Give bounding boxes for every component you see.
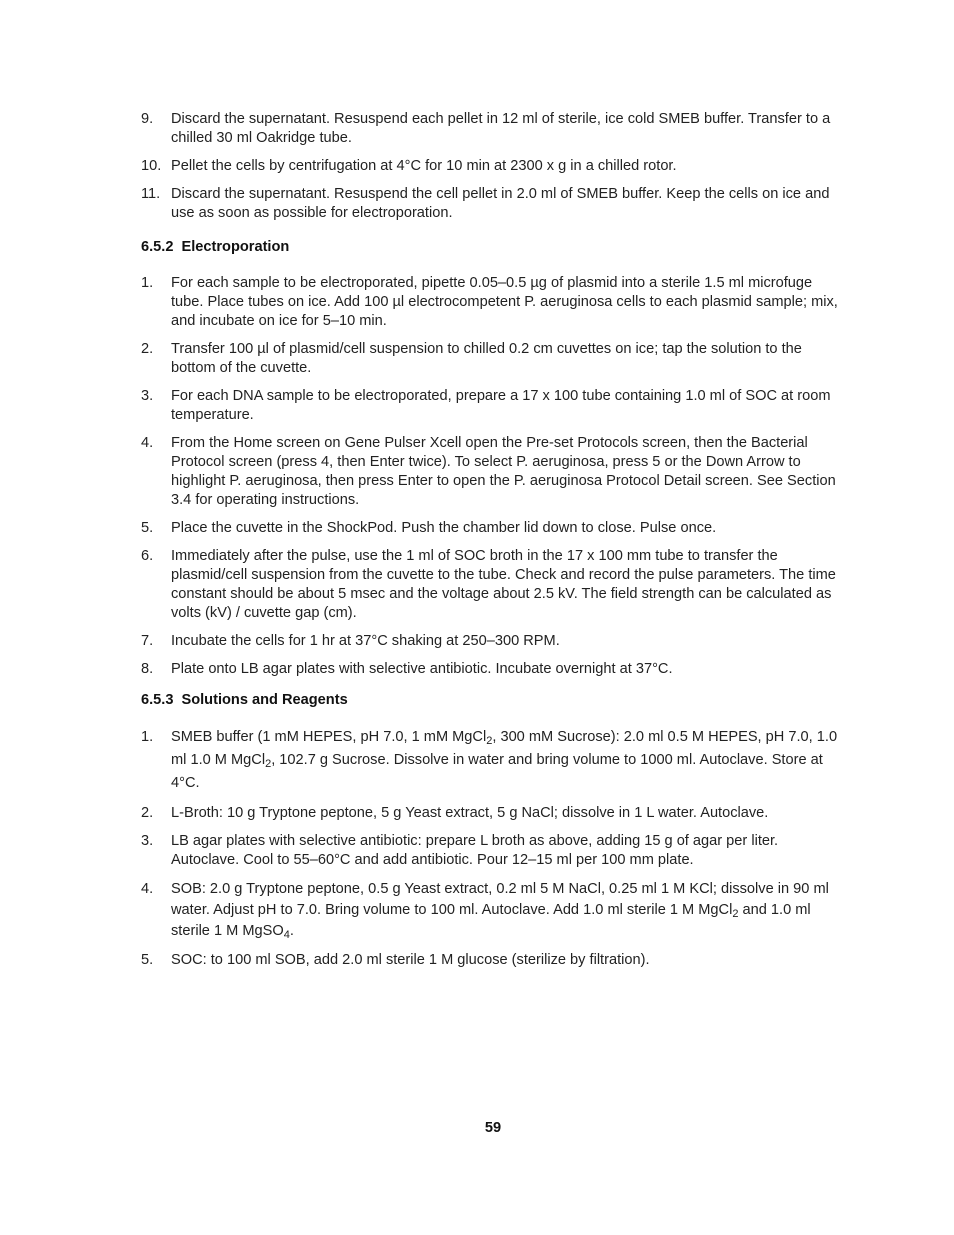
intro-steps [141, 110, 841, 232]
step-number: 11. [141, 186, 161, 202]
list-item [141, 519, 841, 538]
list-item [141, 832, 841, 870]
step-number: 4. [141, 435, 154, 451]
electroporation-section [141, 238, 841, 257]
list-item [141, 547, 841, 623]
electroporation-steps [141, 274, 841, 688]
list-item [141, 804, 841, 823]
list-item [141, 274, 841, 331]
step-text: SOC: to 100 ml SOB, add 2.0 ml sterile 1 M glucose (sterilize by filtration). [171, 952, 650, 968]
step-text: Place the cuvette in the ShockPod. Push the chamber lid down to close. Pulse once. [171, 520, 717, 536]
list-item [141, 660, 841, 679]
solutions-steps [141, 726, 841, 979]
list-item [141, 879, 841, 942]
step-text: Pellet the cells by centrifugation at 4°C for 10 min at 2300 x g in a chilled rotor. [171, 158, 677, 174]
solutions-section [141, 691, 841, 710]
step-number: 8. [141, 661, 154, 677]
section-heading [141, 691, 841, 710]
list-item [141, 434, 841, 510]
step-text: Incubate the cells for 1 hr at 37°C shaking at 250–300 RPM. [171, 633, 560, 649]
list-item [141, 726, 841, 795]
list-item [141, 185, 841, 223]
step-number: 4. [141, 881, 154, 897]
step-number: 9. [141, 111, 154, 127]
step-number: 5. [141, 520, 154, 536]
step-text: SMEB buffer (1 mM HEPES, pH 7.0, 1 mM MgCl$_2$, 300 mM Sucrose): 2.0 ml 0.5 M HEPES, pH 7.0, 1.0 ml 1.0 M MgCl$_2$, 102.7 g Sucrose. Dissolve in water and bring volume to 1000 ml. Autoclave. Store at 4°C. [171, 729, 838, 791]
list-item [141, 951, 841, 970]
step-text: For each sample to be electroporated, pipette 0.05–0.5 µg of plasmid into a sterile 1.5 ml microfuge tube. Place tubes on ice. Add 100 µl electrocompetent P. aeruginosa cells to each plasmid sample; mix, and incubate on ice for 5–10 min. [171, 275, 838, 329]
step-number: 1. [141, 729, 154, 745]
step-number: 7. [141, 633, 154, 649]
section-number: 6.5.3 [141, 692, 174, 708]
step-text: Transfer 100 µl of plasmid/cell suspension to chilled 0.2 cm cuvettes on ice; tap the solution to the bottom of the cuvette. [171, 341, 802, 376]
step-text: LB agar plates with selective antibiotic: prepare L broth as above, adding 15 g of agar per liter. Autoclave. Cool to 55–60°C and add antibiotic. Pour 12–15 ml per 100 mm plate. [171, 833, 779, 868]
list-item [141, 387, 841, 425]
step-number: 2. [141, 805, 154, 821]
list-item [141, 340, 841, 378]
list-item [141, 110, 841, 148]
list-item [141, 157, 841, 176]
step-number: 5. [141, 952, 154, 968]
step-text: SOB: 2.0 g Tryptone peptone, 0.5 g Yeast extract, 0.2 ml 5 M NaCl, 0.25 ml 1 M KCl; dissolve in 90 ml water. Adjust pH to 7.0. Bring volume to 100 ml. Autoclave. Add 1.0 ml sterile 1 M MgCl$_2$ and 1.0 ml sterile 1 M MgSO$_4$. [171, 881, 829, 941]
step-text: Discard the supernatant. Resuspend each pellet in 12 ml of sterile, ice cold SMEB buffer. Transfer to a chilled 30 ml Oakridge tube. [171, 111, 831, 146]
section-heading [141, 238, 841, 257]
step-number: 1. [141, 275, 154, 291]
step-text: Immediately after the pulse, use the 1 ml of SOC broth in the 17 x 100 mm tube to transfer the plasmid/cell suspension from the cuvette to the tube. Check and record the pulse parameters. The time constant should be about 5 msec and the voltage about 2.5 kV. The field strength can be calculated as volts (kV) / cuvette gap (cm). [171, 548, 836, 621]
step-text: For each DNA sample to be electroporated, prepare a 17 x 100 tube containing 1.0 ml of SOC at room temperature. [171, 388, 831, 423]
step-text: L-Broth: 10 g Tryptone peptone, 5 g Yeast extract, 5 g NaCl; dissolve in 1 L water. Autoclave. [171, 805, 769, 821]
step-number: 3. [141, 833, 154, 849]
step-number: 10. [141, 158, 162, 174]
step-number: 6. [141, 548, 154, 564]
step-text: Plate onto LB agar plates with selective antibiotic. Incubate overnight at 37°C. [171, 661, 673, 677]
section-title: Electroporation [181, 239, 290, 255]
step-number: 3. [141, 388, 154, 404]
step-number: 2. [141, 341, 154, 357]
section-title: Solutions and Reagents [181, 692, 348, 708]
page-number: 59 [484, 1120, 502, 1136]
step-text: Discard the supernatant. Resuspend the cell pellet in 2.0 ml of SMEB buffer. Keep the cells on ice and use as soon as possible for electroporation. [171, 186, 830, 221]
step-text: From the Home screen on Gene Pulser Xcell open the Pre-set Protocols screen, then the Bacterial Protocol screen (press 4, then Enter twice). To select P. aeruginosa, press 5 or the Down Arrow to highlight P. aeruginosa, then press Enter to open the P. aeruginosa Protocol Detail screen. See Section 3.4 for operating instructions. [171, 435, 836, 508]
section-number: 6.5.2 [141, 239, 174, 255]
list-item [141, 632, 841, 651]
